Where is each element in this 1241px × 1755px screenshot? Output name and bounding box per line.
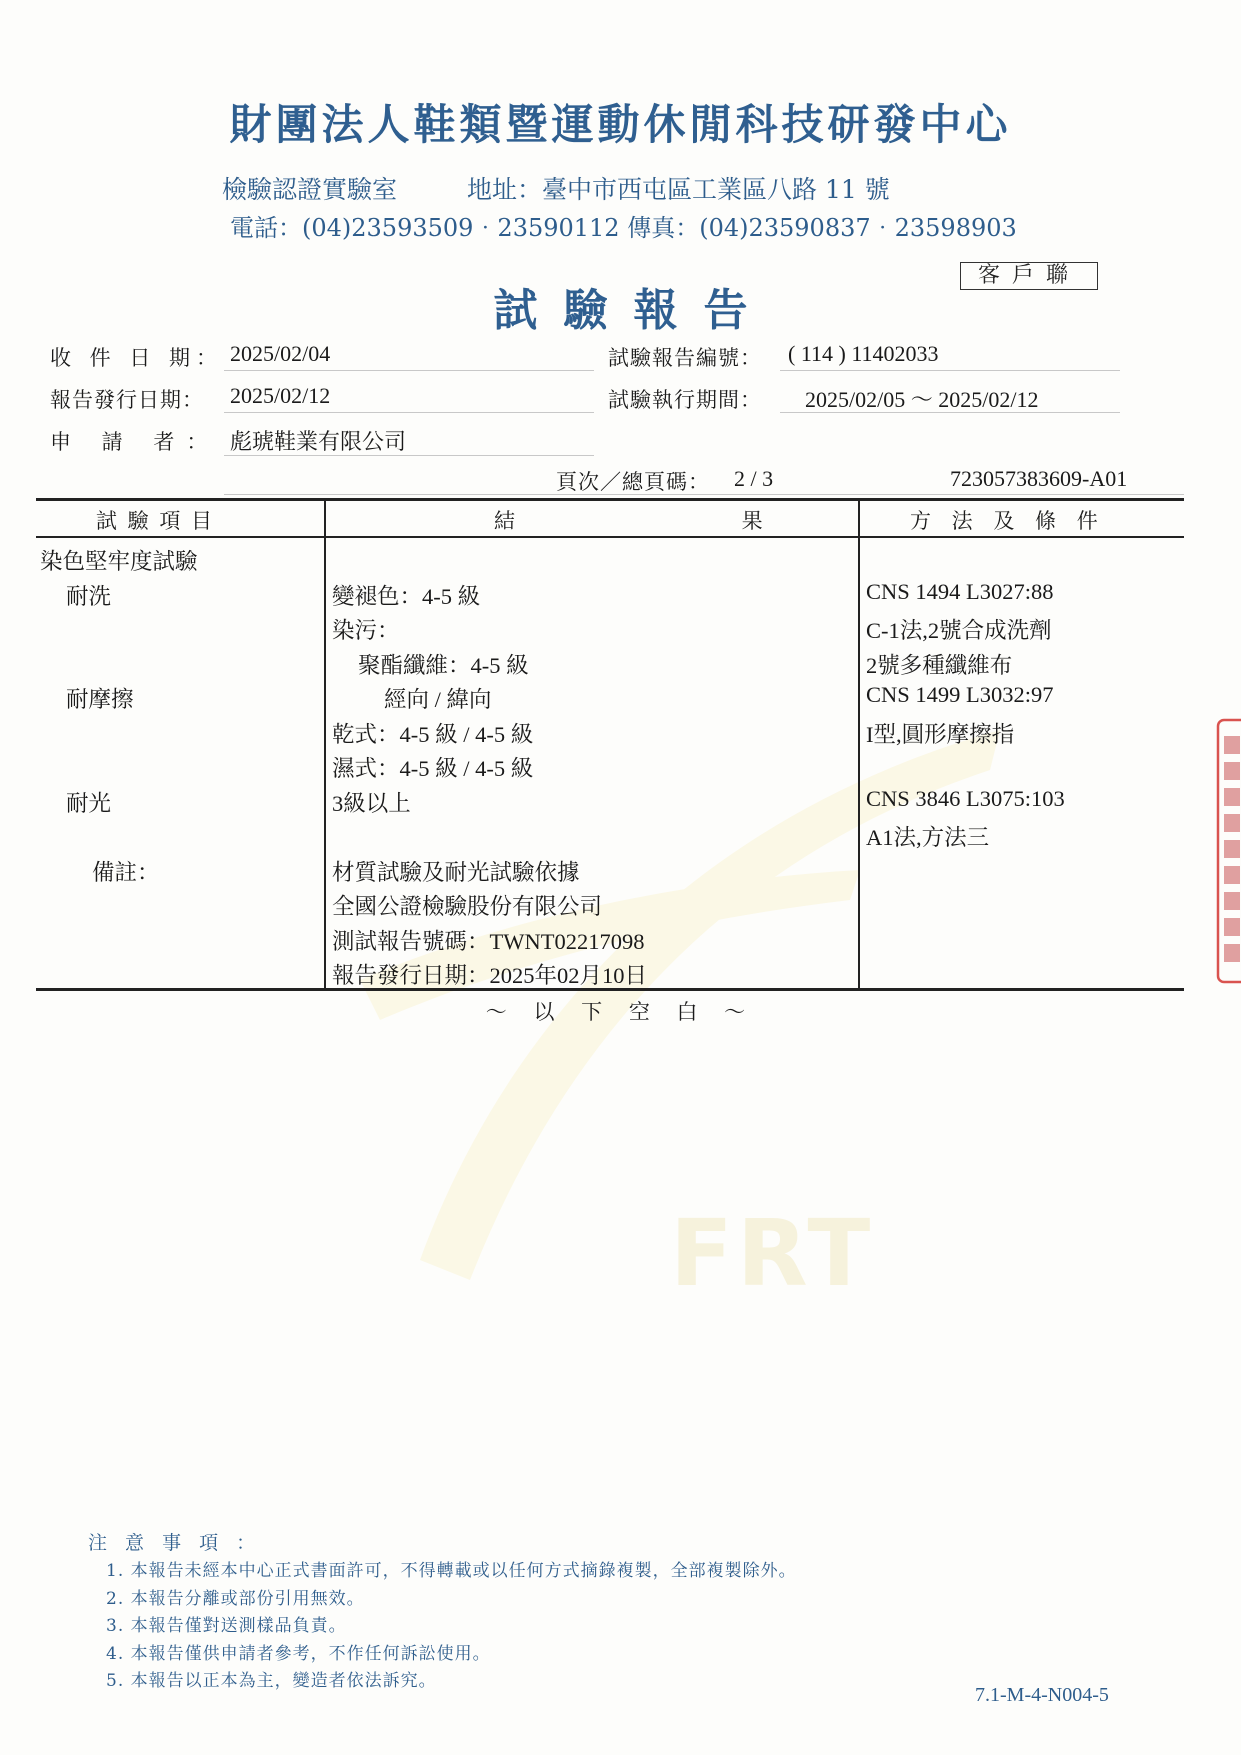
method-cell: I型,圓形摩擦指 (866, 721, 1015, 747)
result-cell: 濕式：4-5 級 / 4-5 級 (332, 756, 534, 781)
header-method: 方 法 及 條 件 (910, 509, 1105, 533)
test-item-cell: 耐摩擦 (66, 687, 134, 712)
note-item: 4. 本報告僅供申請者參考，不作任何訴訟使用。 (106, 1643, 491, 1664)
header-result: 結 果 (494, 509, 873, 533)
result-cell: 3級以上 (332, 790, 411, 816)
page-value: 2 / 3 (734, 466, 774, 491)
document-code: 723057383609-A01 (950, 466, 1128, 491)
test-item-cell: 耐光 (66, 790, 112, 816)
result-cell: 材質試驗及耐光試驗依據 (332, 859, 580, 885)
results-table (36, 498, 1184, 990)
issue-date-value: 2025/02/12 (230, 383, 331, 408)
test-item-cell: 染色堅牢度試驗 (40, 549, 198, 574)
result-cell: 聚酯纖維：4-5 級 (358, 652, 529, 678)
lab-name: 檢驗認證實驗室 (222, 175, 398, 204)
note-item: 5. 本報告以正本為主，變造者依法訴究。 (106, 1671, 437, 1691)
result-cell: 經向 / 緯向 (384, 687, 492, 712)
watermark-text: FRT (670, 1200, 875, 1307)
result-cell: 變褪色：4-5 級 (332, 583, 481, 609)
result-cell: 全國公證檢驗股份有限公司 (332, 894, 603, 919)
applicant-value: 彪琥鞋業有限公司 (230, 429, 407, 454)
report-number-label: 試驗報告編號： (608, 346, 762, 370)
copy-type-box: 客戶聯 (960, 262, 1098, 290)
applicant-label: 申 請 者： (50, 430, 220, 454)
contact-line: 電話：(04)23593509‧23590112 傳真：(04)23590837‧23598903 (230, 214, 1017, 242)
page-label: 頁次／總頁碼： (556, 470, 710, 494)
test-period-value: 2025/02/05 ～ 2025/02/12 (805, 387, 1039, 412)
notes-title: 注 意 事 項 ： (88, 1532, 262, 1554)
result-cell: 報告發行日期：2025年02月10日 (332, 963, 648, 988)
test-period-label: 試驗執行期間： (608, 388, 762, 412)
organization-name: 財團法人鞋類暨運動休閒科技研發中心 (229, 100, 1012, 149)
end-of-content-note: ～ 以 下 空 白 ～ (485, 1000, 756, 1024)
test-item-cell: 備註： (92, 859, 160, 885)
result-cell: 染污： (332, 618, 400, 643)
note-item: 2. 本報告分離或部份引用無效。 (106, 1588, 365, 1609)
note-item: 3. 本報告僅對送測樣品負責。 (106, 1616, 347, 1636)
method-cell: A1法,方法三 (866, 825, 990, 850)
note-item: 1. 本報告未經本中心正式書面許可，不得轉載或以任何方式摘錄複製，全部複製除外。 (106, 1561, 797, 1581)
receive-date-value: 2025/02/04 (230, 341, 331, 366)
red-seal-stamp (1212, 716, 1241, 986)
method-cell: CNS 3846 L3075:103 (866, 785, 1065, 811)
method-cell: CNS 1499 L3032:97 (866, 682, 1054, 707)
method-cell: 2號多種纖維布 (866, 652, 1013, 678)
receive-date-label: 收 件 日 期： (50, 346, 224, 370)
address: 地址：臺中市西屯區工業區八路 11 號 (467, 175, 890, 204)
header-test-item: 試 驗 項 目 (96, 509, 215, 533)
report-number-value: ( 114 ) 11402033 (788, 341, 939, 366)
issue-date-label: 報告發行日期： (50, 388, 204, 412)
result-cell: 乾式：4-5 級 / 4-5 級 (332, 721, 534, 747)
result-cell: 測試報告號碼：TWNT02217098 (332, 928, 645, 954)
report-title: 試驗報告 (493, 285, 774, 336)
method-cell: CNS 1494 L3027:88 (866, 578, 1054, 604)
test-item-cell: 耐洗 (66, 583, 112, 609)
form-code: 7.1-M-4-N004-5 (975, 1684, 1109, 1706)
method-cell: C-1法,2號合成洗劑 (866, 618, 1052, 643)
lab-address-line (222, 170, 890, 206)
